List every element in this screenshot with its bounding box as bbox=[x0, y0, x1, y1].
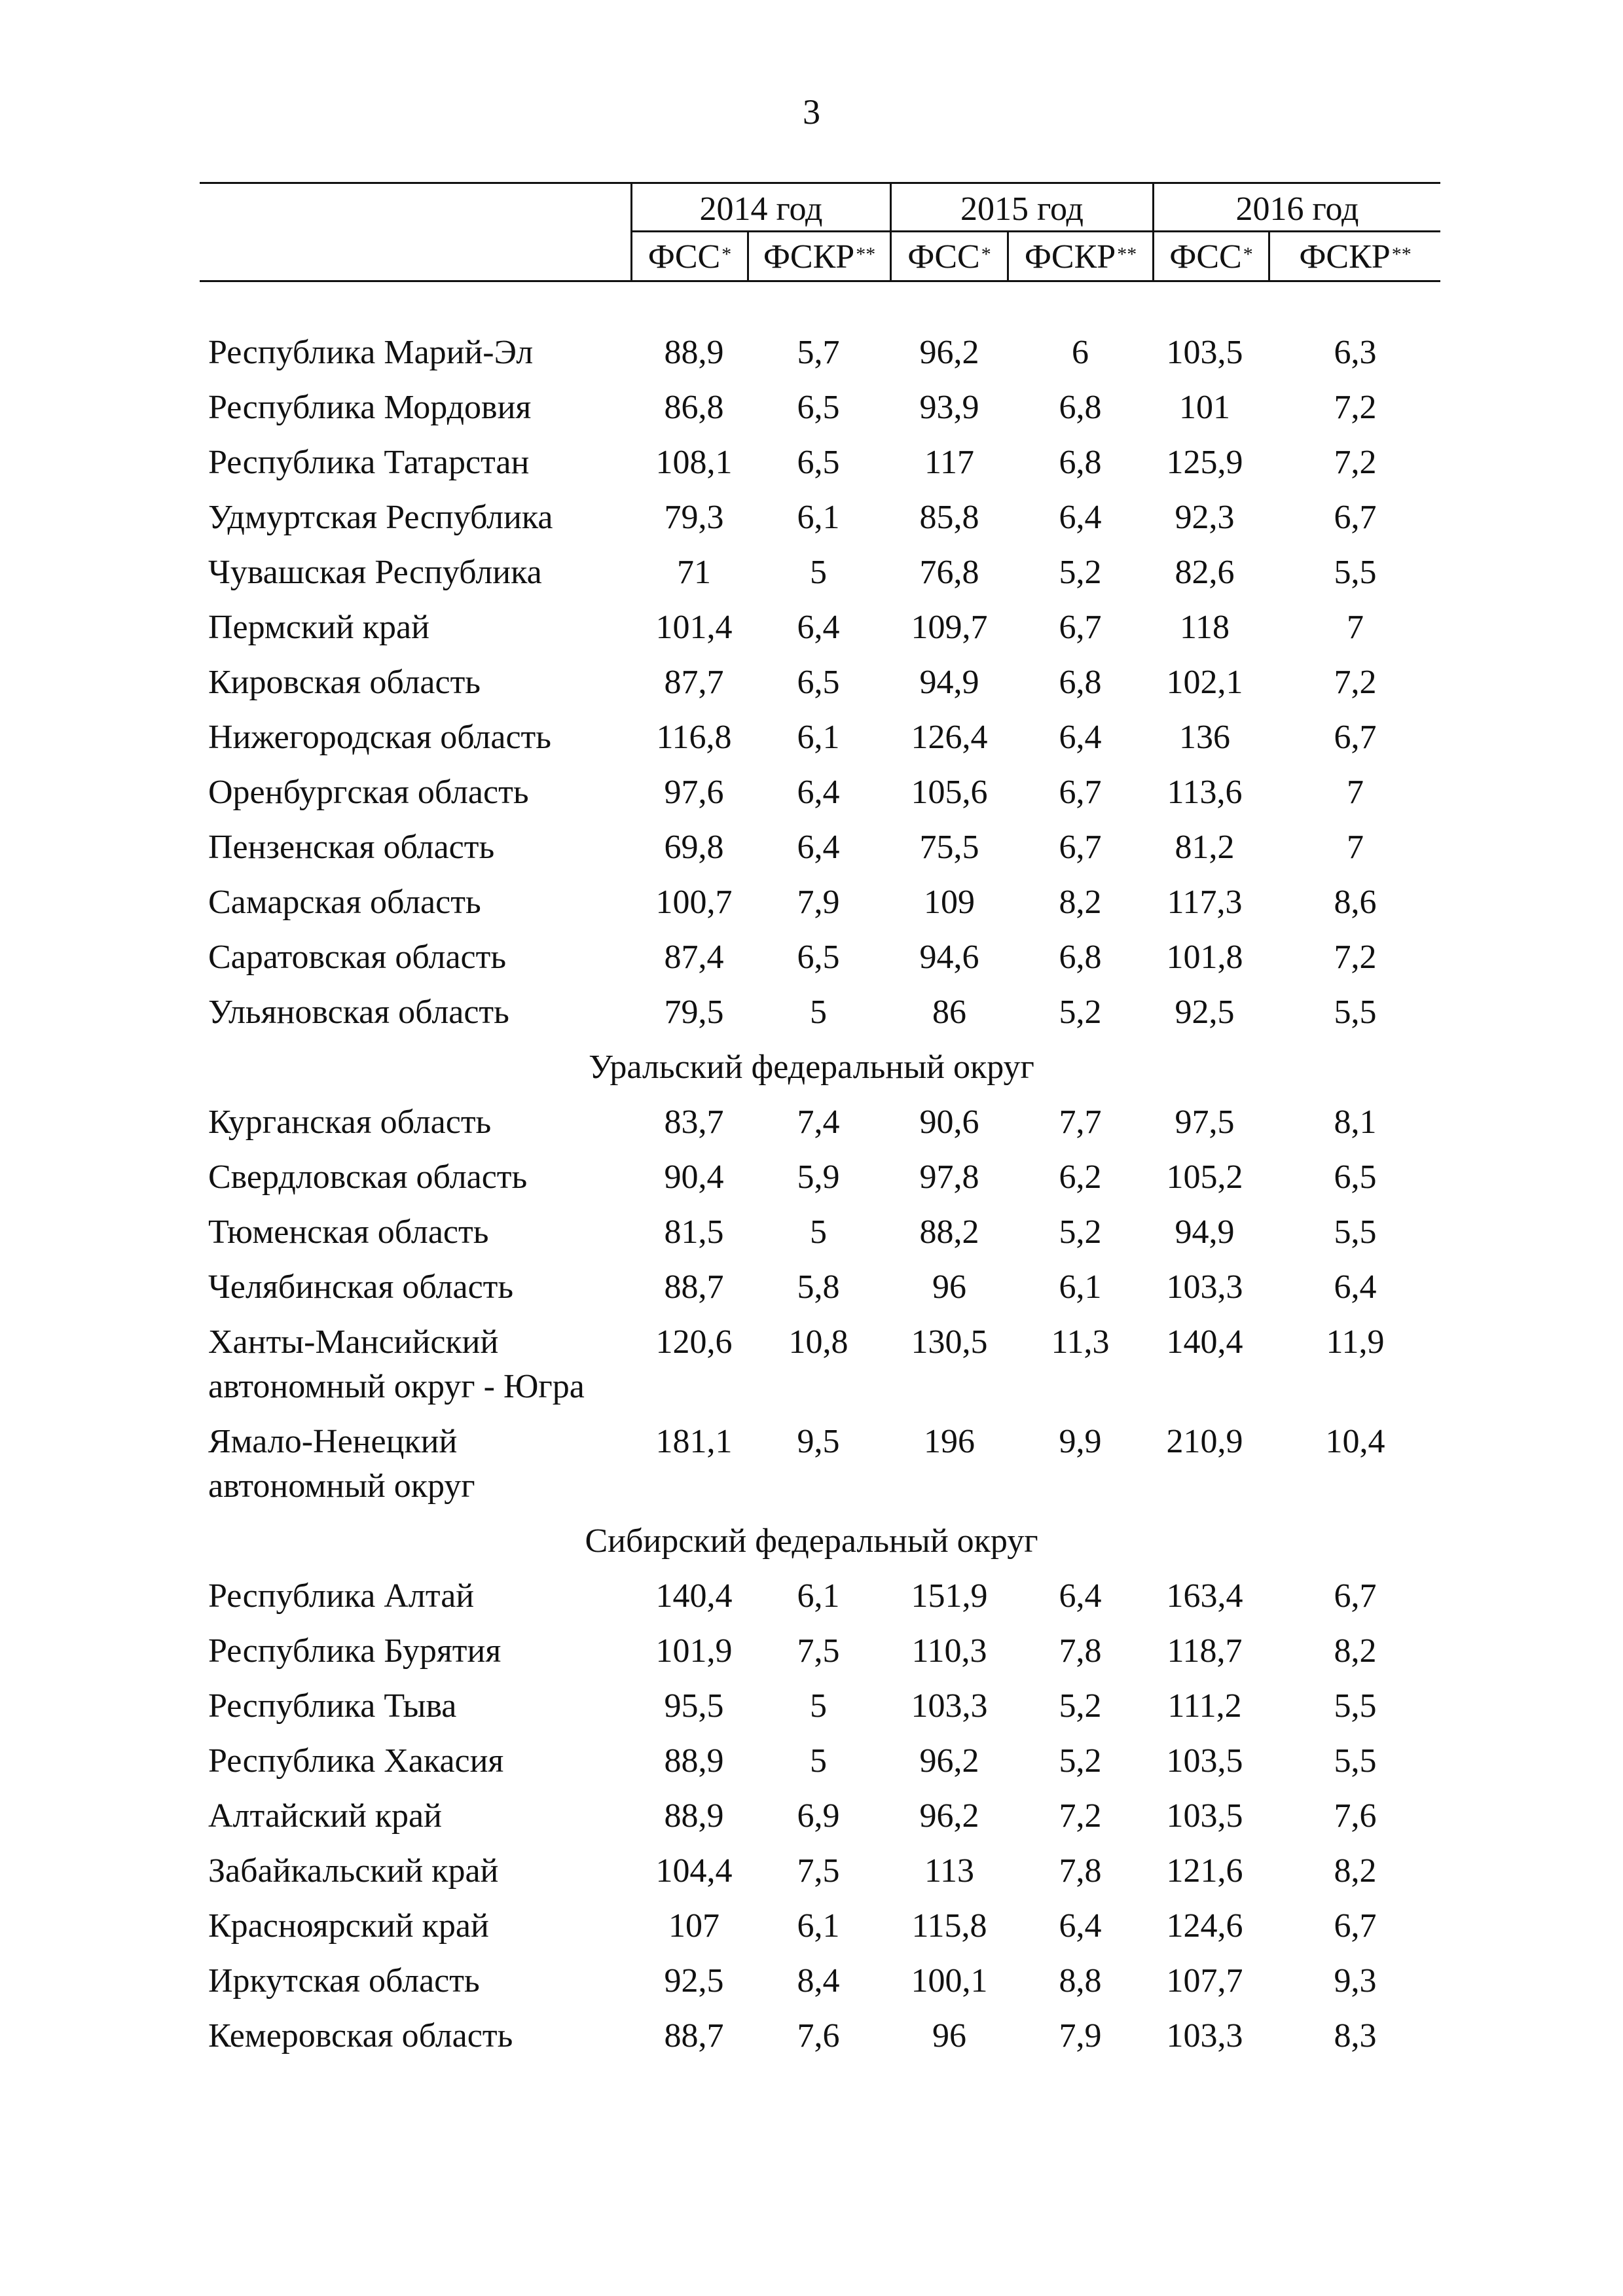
region-name: Алтайский край bbox=[208, 1797, 442, 1835]
region-name: Самарская область bbox=[208, 884, 481, 921]
table-cell: 87,7 bbox=[664, 664, 724, 701]
table-cell: 5,8 bbox=[797, 1268, 840, 1306]
table-cell: 5,2 bbox=[1059, 1687, 1102, 1725]
table-cell: 5,2 bbox=[1059, 554, 1102, 591]
table-cell: 163,4 bbox=[1166, 1577, 1243, 1615]
table-row bbox=[0, 435, 1623, 490]
column-header-fskr bbox=[749, 238, 890, 277]
table-cell: 79,3 bbox=[664, 499, 724, 536]
table-cell: 6,8 bbox=[1059, 939, 1102, 976]
table-cell: 6,4 bbox=[1059, 719, 1102, 756]
table-cell: 101,4 bbox=[655, 609, 733, 646]
table-cell: 121,6 bbox=[1166, 1852, 1243, 1890]
table-row bbox=[0, 765, 1623, 820]
table-cell: 105,6 bbox=[911, 774, 988, 811]
table-cell: 7,8 bbox=[1059, 1632, 1102, 1670]
column-header-fskr bbox=[1009, 238, 1152, 277]
table-cell: 8,4 bbox=[797, 1962, 840, 2000]
table-row bbox=[0, 545, 1623, 600]
table-cell: 7,2 bbox=[1334, 444, 1377, 481]
table-cell: 8,2 bbox=[1334, 1852, 1377, 1890]
region-name: Чувашская Республика bbox=[208, 554, 542, 591]
table-cell: 86 bbox=[932, 994, 966, 1031]
table-cell: 120,6 bbox=[655, 1323, 733, 1361]
table-cell: 7,9 bbox=[1059, 2017, 1102, 2054]
region-name: Тюменская область bbox=[208, 1213, 489, 1251]
table-cell: 79,5 bbox=[664, 994, 724, 1031]
region-name: Удмуртская Республика bbox=[208, 499, 553, 536]
table-cell: 7,5 bbox=[797, 1852, 840, 1890]
table-cell: 6,9 bbox=[797, 1797, 840, 1835]
table-row bbox=[0, 1205, 1623, 1260]
region-name: Республика Бурятия bbox=[208, 1632, 501, 1670]
column-header-fss bbox=[1154, 238, 1268, 277]
region-name: Кемеровская область bbox=[208, 2017, 513, 2054]
table-cell: 96 bbox=[932, 1268, 966, 1306]
table-cell: 11,3 bbox=[1051, 1323, 1110, 1361]
table-cell: 81,5 bbox=[664, 1213, 724, 1251]
table-cell: 109 bbox=[924, 884, 975, 921]
table-cell: 94,6 bbox=[919, 939, 979, 976]
table-cell: 125,9 bbox=[1166, 444, 1243, 481]
table-cell: 10,4 bbox=[1325, 1423, 1385, 1460]
table-cell: 6,2 bbox=[1059, 1158, 1102, 1196]
region-name: Нижегородская область bbox=[208, 719, 551, 756]
table-row bbox=[0, 930, 1623, 985]
table-cell: 85,8 bbox=[919, 499, 979, 536]
table-cell: 124,6 bbox=[1166, 1907, 1243, 1945]
table-cell: 8,1 bbox=[1334, 1103, 1377, 1141]
table-cell: 90,4 bbox=[664, 1158, 724, 1196]
table-row bbox=[0, 1260, 1623, 1315]
table-cell: 107,7 bbox=[1166, 1962, 1243, 2000]
section-heading: Сибирский федеральный округ bbox=[585, 1522, 1038, 1560]
table-cell: 97,6 bbox=[664, 774, 724, 811]
region-name: Республика Хакасия bbox=[208, 1742, 504, 1780]
table-cell: 88,2 bbox=[919, 1213, 979, 1251]
table-cell: 96,2 bbox=[919, 1742, 979, 1780]
table-row bbox=[0, 655, 1623, 710]
table-row bbox=[0, 1734, 1623, 1789]
table-cell: 130,5 bbox=[911, 1323, 988, 1361]
region-name-continued: автономный округ bbox=[208, 1467, 475, 1505]
table-cell: 7,6 bbox=[797, 2017, 840, 2054]
table-cell: 108,1 bbox=[655, 444, 733, 481]
table-cell: 8,2 bbox=[1059, 884, 1102, 921]
table-cell: 6,1 bbox=[1059, 1268, 1102, 1306]
region-name: Иркутская область bbox=[208, 1962, 480, 2000]
table-cell: 6,4 bbox=[797, 774, 840, 811]
table-cell: 92,5 bbox=[1175, 994, 1235, 1031]
region-name: Кировская область bbox=[208, 664, 481, 701]
table-cell: 5,9 bbox=[797, 1158, 840, 1196]
table-cell: 140,4 bbox=[655, 1577, 733, 1615]
table-cell: 7 bbox=[1347, 609, 1364, 646]
region-name: Забайкальский край bbox=[208, 1852, 499, 1890]
table-row bbox=[0, 1569, 1623, 1624]
region-name: Республика Марий-Эл bbox=[208, 334, 534, 371]
table-cell: 126,4 bbox=[911, 719, 988, 756]
table-row bbox=[0, 985, 1623, 1040]
table-cell: 9,9 bbox=[1059, 1423, 1102, 1460]
table-cell: 5,5 bbox=[1334, 1213, 1377, 1251]
table-cell: 97,8 bbox=[919, 1158, 979, 1196]
table-cell: 86,8 bbox=[664, 389, 724, 426]
table-cell: 7,2 bbox=[1334, 389, 1377, 426]
table-row bbox=[0, 1414, 1623, 1505]
column-header-label: ФСС bbox=[907, 238, 980, 276]
table-cell: 7,5 bbox=[797, 1632, 840, 1670]
table-cell: 5 bbox=[810, 1742, 827, 1780]
table-cell: 5,5 bbox=[1334, 1742, 1377, 1780]
table-cell: 93,9 bbox=[919, 389, 979, 426]
table-row bbox=[0, 1679, 1623, 1734]
table-cell: 5,2 bbox=[1059, 994, 1102, 1031]
table-cell: 6,4 bbox=[1059, 1577, 1102, 1615]
region-name: Свердловская область bbox=[208, 1158, 528, 1196]
region-name: Оренбургская область bbox=[208, 774, 529, 811]
table-cell: 6,7 bbox=[1334, 1907, 1377, 1945]
table-cell: 82,6 bbox=[1175, 554, 1235, 591]
table-row bbox=[0, 1789, 1623, 1844]
region-name: Республика Мордовия bbox=[208, 389, 532, 426]
table-cell: 97,5 bbox=[1175, 1103, 1235, 1141]
table-cell: 116,8 bbox=[656, 719, 732, 756]
table-cell: 95,5 bbox=[664, 1687, 724, 1725]
table-cell: 6,7 bbox=[1059, 609, 1102, 646]
table-cell: 9,5 bbox=[797, 1423, 840, 1460]
region-name-continued: автономный округ - Югра bbox=[208, 1368, 585, 1405]
section-heading: Уральский федеральный округ bbox=[589, 1049, 1034, 1086]
footnote-mark: * bbox=[1243, 243, 1253, 265]
table-cell: 6,7 bbox=[1334, 1577, 1377, 1615]
table-cell: 118,7 bbox=[1167, 1632, 1243, 1670]
table-cell: 117,3 bbox=[1167, 884, 1243, 921]
table-cell: 69,8 bbox=[664, 829, 724, 866]
table-row bbox=[0, 600, 1623, 655]
table-row bbox=[0, 820, 1623, 875]
table-cell: 115,8 bbox=[911, 1907, 987, 1945]
table-cell: 96,2 bbox=[919, 334, 979, 371]
table-cell: 71 bbox=[677, 554, 711, 591]
column-header-fskr bbox=[1270, 238, 1440, 277]
table-cell: 10,8 bbox=[788, 1323, 848, 1361]
table-cell: 92,3 bbox=[1175, 499, 1235, 536]
table-cell: 101,9 bbox=[655, 1632, 733, 1670]
table-cell: 136 bbox=[1179, 719, 1230, 756]
table-cell: 5,5 bbox=[1334, 554, 1377, 591]
table-cell: 7,7 bbox=[1059, 1103, 1102, 1141]
table-cell: 103,3 bbox=[911, 1687, 988, 1725]
page-number: 3 bbox=[803, 92, 820, 132]
region-name: Ханты-Мансийский bbox=[208, 1323, 499, 1361]
footnote-mark: * bbox=[721, 243, 732, 265]
region-name: Пермский край bbox=[208, 609, 429, 646]
table-row bbox=[0, 1150, 1623, 1205]
table-cell: 9,3 bbox=[1334, 1962, 1377, 2000]
header-bottom-rule bbox=[200, 280, 1440, 282]
region-name: Ульяновская область bbox=[208, 994, 509, 1031]
table-cell: 90,6 bbox=[919, 1103, 979, 1141]
table-row bbox=[0, 1954, 1623, 2009]
region-name: Республика Татарстан bbox=[208, 444, 530, 481]
table-cell: 96 bbox=[932, 2017, 966, 2054]
footnote-mark: ** bbox=[1117, 243, 1137, 265]
table-cell: 5,5 bbox=[1334, 994, 1377, 1031]
table-cell: 6,7 bbox=[1334, 719, 1377, 756]
table-cell: 100,1 bbox=[911, 1962, 988, 2000]
region-name: Ямало-Ненецкий bbox=[208, 1423, 458, 1460]
table-cell: 110,3 bbox=[911, 1632, 987, 1670]
table-cell: 103,5 bbox=[1166, 1742, 1243, 1780]
table-row bbox=[0, 325, 1623, 380]
table-cell: 7 bbox=[1347, 774, 1364, 811]
table-cell: 5,2 bbox=[1059, 1213, 1102, 1251]
table-cell: 5,2 bbox=[1059, 1742, 1102, 1780]
year-header: 2015 год bbox=[960, 190, 1084, 228]
table-cell: 87,4 bbox=[664, 939, 724, 976]
table-row bbox=[0, 710, 1623, 765]
table-cell: 6,4 bbox=[1059, 1907, 1102, 1945]
table-cell: 113,6 bbox=[1167, 774, 1243, 811]
table-row bbox=[0, 1624, 1623, 1679]
year-header: 2016 год bbox=[1235, 190, 1359, 228]
table-cell: 88,9 bbox=[664, 334, 724, 371]
table-row bbox=[0, 875, 1623, 930]
table-cell: 6,5 bbox=[797, 389, 840, 426]
footnote-mark: ** bbox=[856, 243, 876, 265]
table-cell: 88,7 bbox=[664, 1268, 724, 1306]
year-header: 2014 год bbox=[699, 190, 823, 228]
table-cell: 117 bbox=[924, 444, 975, 481]
table-cell: 6,7 bbox=[1059, 774, 1102, 811]
table-cell: 83,7 bbox=[664, 1103, 724, 1141]
table-cell: 5 bbox=[810, 554, 827, 591]
table-cell: 101,8 bbox=[1166, 939, 1243, 976]
table-cell: 104,4 bbox=[655, 1852, 733, 1890]
table-cell: 113 bbox=[924, 1852, 975, 1890]
table-cell: 5 bbox=[810, 994, 827, 1031]
region-name: Республика Алтай bbox=[208, 1577, 475, 1615]
table-cell: 5,7 bbox=[797, 334, 840, 371]
region-name: Красноярский край bbox=[208, 1907, 489, 1945]
table-cell: 7,6 bbox=[1334, 1797, 1377, 1835]
region-name: Саратовская область bbox=[208, 939, 507, 976]
table-cell: 8,3 bbox=[1334, 2017, 1377, 2054]
table-cell: 7,8 bbox=[1059, 1852, 1102, 1890]
table-cell: 7,2 bbox=[1334, 664, 1377, 701]
table-cell: 103,3 bbox=[1166, 1268, 1243, 1306]
header-mid-rule bbox=[630, 230, 1440, 232]
column-header-fss bbox=[632, 238, 747, 277]
table-cell: 103,5 bbox=[1166, 334, 1243, 371]
table-cell: 151,9 bbox=[911, 1577, 988, 1615]
table-cell: 196 bbox=[924, 1423, 975, 1460]
table-row bbox=[0, 1844, 1623, 1899]
table-cell: 7 bbox=[1347, 829, 1364, 866]
column-header-label: ФСКР bbox=[1024, 238, 1116, 276]
table-cell: 105,2 bbox=[1166, 1158, 1243, 1196]
column-header-label: ФСКР bbox=[1299, 238, 1391, 276]
column-header-label: ФСС bbox=[1169, 238, 1242, 276]
table-cell: 7,9 bbox=[797, 884, 840, 921]
table-row bbox=[0, 1095, 1623, 1150]
region-name: Пензенская область bbox=[208, 829, 495, 866]
table-cell: 103,3 bbox=[1166, 2017, 1243, 2054]
table-cell: 181,1 bbox=[655, 1423, 733, 1460]
table-cell: 7,2 bbox=[1059, 1797, 1102, 1835]
table-cell: 7,2 bbox=[1334, 939, 1377, 976]
table-cell: 6,7 bbox=[1059, 829, 1102, 866]
table-cell: 6,1 bbox=[797, 719, 840, 756]
table-cell: 11,9 bbox=[1326, 1323, 1385, 1361]
table-cell: 109,7 bbox=[911, 609, 988, 646]
table-cell: 6,1 bbox=[797, 1907, 840, 1945]
table-cell: 76,8 bbox=[919, 554, 979, 591]
table-cell: 92,5 bbox=[664, 1962, 724, 2000]
table-cell: 81,2 bbox=[1175, 829, 1235, 866]
header-top-rule bbox=[200, 182, 1440, 184]
table-row bbox=[0, 2009, 1623, 2064]
table-cell: 94,9 bbox=[919, 664, 979, 701]
table-row bbox=[0, 490, 1623, 545]
table-cell: 75,5 bbox=[919, 829, 979, 866]
table-cell: 94,9 bbox=[1175, 1213, 1235, 1251]
table-row bbox=[0, 1315, 1623, 1405]
table-cell: 5,5 bbox=[1334, 1687, 1377, 1725]
table-cell: 6,5 bbox=[797, 939, 840, 976]
table-cell: 6,8 bbox=[1059, 389, 1102, 426]
table-cell: 6,4 bbox=[1334, 1268, 1377, 1306]
table-cell: 6,8 bbox=[1059, 444, 1102, 481]
table-cell: 5 bbox=[810, 1213, 827, 1251]
table-cell: 88,7 bbox=[664, 2017, 724, 2054]
region-name: Челябинская область bbox=[208, 1268, 514, 1306]
table-row bbox=[0, 380, 1623, 435]
table-cell: 101 bbox=[1179, 389, 1230, 426]
table-cell: 6,5 bbox=[797, 664, 840, 701]
table-cell: 7,4 bbox=[797, 1103, 840, 1141]
column-header-label: ФСС bbox=[647, 238, 721, 276]
table-cell: 6,4 bbox=[1059, 499, 1102, 536]
table-cell: 111,2 bbox=[1167, 1687, 1242, 1725]
footnote-mark: * bbox=[981, 243, 991, 265]
table-cell: 6,8 bbox=[1059, 664, 1102, 701]
column-header-label: ФСКР bbox=[763, 238, 855, 276]
table-cell: 6,1 bbox=[797, 1577, 840, 1615]
table-cell: 88,9 bbox=[664, 1797, 724, 1835]
table-cell: 100,7 bbox=[655, 884, 733, 921]
table-cell: 8,8 bbox=[1059, 1962, 1102, 2000]
column-header-fss bbox=[892, 238, 1007, 277]
table-cell: 6,4 bbox=[797, 829, 840, 866]
region-name: Курганская область bbox=[208, 1103, 492, 1141]
table-cell: 6 bbox=[1072, 334, 1089, 371]
table-cell: 107 bbox=[668, 1907, 720, 1945]
table-cell: 140,4 bbox=[1166, 1323, 1243, 1361]
table-cell: 210,9 bbox=[1166, 1423, 1243, 1460]
table-cell: 118 bbox=[1179, 609, 1230, 646]
footnote-mark: ** bbox=[1391, 243, 1412, 265]
table-cell: 8,2 bbox=[1334, 1632, 1377, 1670]
table-cell: 6,4 bbox=[797, 609, 840, 646]
table-row bbox=[0, 1899, 1623, 1954]
table-cell: 6,3 bbox=[1334, 334, 1377, 371]
table-cell: 6,5 bbox=[797, 444, 840, 481]
table-cell: 103,5 bbox=[1166, 1797, 1243, 1835]
table-cell: 88,9 bbox=[664, 1742, 724, 1780]
table-cell: 6,5 bbox=[1334, 1158, 1377, 1196]
table-cell: 102,1 bbox=[1166, 664, 1243, 701]
table-cell: 6,1 bbox=[797, 499, 840, 536]
table-cell: 6,7 bbox=[1334, 499, 1377, 536]
table-cell: 8,6 bbox=[1334, 884, 1377, 921]
table-cell: 5 bbox=[810, 1687, 827, 1725]
region-name: Республика Тыва bbox=[208, 1687, 457, 1725]
table-cell: 96,2 bbox=[919, 1797, 979, 1835]
